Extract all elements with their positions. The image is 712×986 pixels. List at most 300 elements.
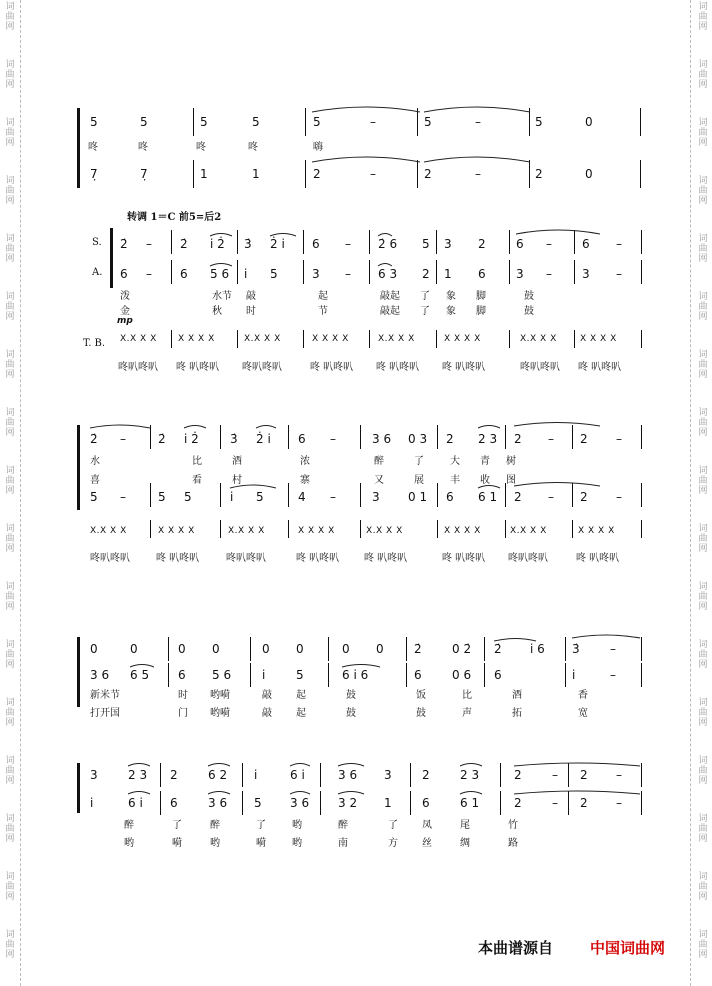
note: – (552, 796, 558, 810)
note: 0 3 (408, 432, 428, 446)
note: 6 i (290, 768, 305, 782)
lyric-word: 嗬 (256, 838, 266, 849)
note: 6 (516, 237, 524, 251)
rhythm-pattern: X X X X (444, 334, 481, 344)
lyric-word: 鼓 (524, 306, 534, 317)
lyric-word: 水 (90, 456, 100, 467)
note: 3 (372, 490, 380, 504)
note: – (616, 267, 622, 281)
lyric-word: 喜 (90, 475, 100, 486)
note: – (616, 432, 622, 446)
note: 2̇ (494, 642, 502, 656)
note: 0 (376, 642, 384, 656)
note: 2 (514, 432, 522, 446)
slur (256, 426, 276, 429)
lyric-word: 酒 (512, 690, 522, 701)
note: 0 6 (452, 668, 472, 682)
note: 4 (298, 490, 306, 504)
note: 2 (514, 796, 522, 810)
note: i (230, 490, 234, 504)
note: 5 (158, 490, 166, 504)
lyric-word: 大 (450, 456, 460, 467)
note: 3 6 (338, 768, 358, 782)
lyric-word: 咚 叭咚叭 (578, 362, 622, 373)
lyric-word: 门 (178, 708, 188, 719)
note: 6 (422, 796, 430, 810)
lyric-word: 时 (178, 690, 188, 701)
note: – (548, 432, 554, 446)
lyric-word: 嗬 (172, 838, 182, 849)
note: – (146, 267, 152, 281)
lyric-word: 咚 叭咚叭 (442, 553, 486, 564)
watermark-text: 词 曲 网 (5, 350, 15, 380)
lyric-word: 绸 (460, 838, 470, 849)
note: 5 (256, 490, 264, 504)
note: 0 (178, 642, 186, 656)
note: 3 (384, 768, 392, 782)
part-label-a: A. (92, 267, 103, 278)
note: 6 2 (208, 768, 228, 782)
slur (128, 764, 150, 767)
note: – (616, 490, 622, 504)
slur (516, 230, 600, 234)
lyric-word: 咚 叭咚叭 (376, 362, 420, 373)
lyric-word: 村 (232, 475, 242, 486)
lyric-word: 咚叭咚叭 (226, 553, 266, 564)
slur (378, 234, 392, 237)
lyric-word: 南 (338, 838, 348, 849)
note: 6 (298, 432, 306, 446)
lyric-word: 青 (480, 456, 490, 467)
footer-source-label: 本曲谱源自 (478, 939, 554, 957)
slur (210, 234, 232, 237)
slur (290, 764, 310, 767)
lyric-word: 咚叭咚叭 (520, 362, 560, 373)
lyric-word: 泼 (120, 291, 130, 302)
note: i 2̇ (210, 237, 225, 251)
lyric-word: 敲起 (380, 291, 400, 302)
note: 3 (312, 267, 320, 281)
note: 2̇ (414, 642, 422, 656)
slur (460, 792, 482, 795)
lyric-word: 敲 (262, 708, 272, 719)
lyric-word: 秋 (212, 306, 222, 317)
note: 1 (252, 167, 260, 181)
slur (338, 764, 364, 767)
slur (208, 764, 230, 767)
note: 2 3 (478, 432, 498, 446)
watermark-text: 词 曲 网 (698, 408, 708, 438)
note: 2 (446, 432, 454, 446)
note: – (552, 768, 558, 782)
note: 2̇ (90, 432, 98, 446)
note: 5 (184, 490, 192, 504)
note: i (262, 668, 266, 682)
note: 5 (422, 237, 430, 251)
slur (230, 485, 276, 488)
note: 2 (422, 768, 430, 782)
note: – (610, 668, 616, 682)
note: 2̇ 6 (378, 237, 398, 251)
note: 0 (262, 642, 270, 656)
note: 2 (478, 237, 486, 251)
note: 2 3 (128, 768, 148, 782)
note: 6 5 (130, 668, 150, 682)
lyric-word: 鼓 (416, 708, 426, 719)
watermark-text: 词 曲 网 (5, 814, 15, 844)
rhythm-pattern: X.X X X (244, 334, 281, 344)
lyric-word: 脚 (476, 306, 486, 317)
note: 2 (422, 267, 430, 281)
lyric-word: 了 (420, 306, 430, 317)
note: – (120, 432, 126, 446)
note: 3 (90, 768, 98, 782)
modulation-text: 转调 1＝C 前5=后2 (127, 212, 222, 223)
note: 0 (90, 642, 98, 656)
note: 3̇ (244, 237, 252, 251)
slur (290, 792, 310, 795)
lyric-word: 节 (318, 306, 328, 317)
lyric-word: 了 (388, 820, 398, 831)
lyric-word: 敲起 (380, 306, 400, 317)
lyric-word: 打开国 (90, 708, 120, 719)
note: 0 (585, 167, 593, 181)
note: 5 (270, 267, 278, 281)
lyric-word: 哟 (292, 820, 302, 831)
note: 6 1 (478, 490, 498, 504)
lyric-word: 宽 (578, 708, 588, 719)
lyric-word: 饭 (416, 690, 426, 701)
lyric-word: 起 (318, 291, 328, 302)
lyric-word: 了 (256, 820, 266, 831)
watermark-text: 词 曲 网 (698, 176, 708, 206)
lyric-word: 展 (414, 475, 424, 486)
slur (184, 426, 206, 429)
note: 2̇ (158, 432, 166, 446)
note: – (330, 432, 336, 446)
watermark-text: 词 曲 网 (698, 930, 708, 960)
lyric-word: 象 (446, 291, 456, 302)
note: 6 (494, 668, 502, 682)
slur (478, 486, 500, 489)
note: 5 (424, 115, 432, 129)
lyric-word: 咚 (138, 142, 148, 153)
watermark-text: 词 曲 网 (5, 930, 15, 960)
note: 2 (170, 768, 178, 782)
slur (424, 157, 530, 162)
watermark-text: 词 曲 网 (698, 814, 708, 844)
note: 2 (424, 167, 432, 181)
note: 0 (342, 642, 350, 656)
watermark-text: 词 曲 网 (5, 582, 15, 612)
note: 5 6 (210, 267, 230, 281)
lyric-word: 醉 (374, 456, 384, 467)
note: – (548, 490, 554, 504)
note: 3 (582, 267, 590, 281)
note: 6 (582, 237, 590, 251)
note: i (254, 768, 258, 782)
note: 0 (212, 642, 220, 656)
watermark-text: 词 曲 网 (5, 408, 15, 438)
slur (572, 635, 640, 638)
lyric-word: 咚 叭咚叭 (576, 553, 620, 564)
note: – (120, 490, 126, 504)
lyric-word: 象 (446, 306, 456, 317)
slur (270, 234, 296, 237)
note: 2̇ (180, 237, 188, 251)
note: – (616, 237, 622, 251)
slur (128, 792, 150, 795)
rhythm-pattern: X.X X X (120, 334, 157, 344)
watermark-text: 词 曲 网 (5, 756, 15, 786)
lyric-word: 咚 (248, 142, 258, 153)
rhythm-pattern: X X X X (178, 334, 215, 344)
note: – (475, 115, 481, 129)
lyric-word: 丝 (422, 838, 432, 849)
note: – (146, 237, 152, 251)
part-label-tb: T. B. (83, 338, 106, 349)
note: 5 (140, 115, 148, 129)
lyric-word: 看 (192, 475, 202, 486)
note: 6 (170, 796, 178, 810)
note: 2̇ i (270, 237, 285, 251)
watermark-text: 词 曲 网 (698, 582, 708, 612)
note: 6 (446, 490, 454, 504)
lyric-word: 咚叭咚叭 (242, 362, 282, 373)
lyric-word: 咚 叭咚叭 (364, 553, 408, 564)
note: i (244, 267, 248, 281)
lyric-word: 敲 (262, 690, 272, 701)
note: 5 (313, 115, 321, 129)
note: 0 2̇ (452, 642, 472, 656)
note: 6 i 6 (342, 668, 369, 682)
watermark-text: 词 曲 网 (5, 466, 15, 496)
note: 0 (585, 115, 593, 129)
rhythm-pattern: X.X X X (366, 526, 403, 536)
watermark-text: 词 曲 网 (5, 292, 15, 322)
lyric-word: 咚叭咚叭 (508, 553, 548, 564)
watermark-text: 词 曲 网 (698, 292, 708, 322)
note: 3 (516, 267, 524, 281)
watermark-text: 词 曲 网 (5, 524, 15, 554)
slur (210, 264, 232, 267)
watermark-text: 词 曲 网 (698, 466, 708, 496)
watermark-text: 词 曲 网 (698, 524, 708, 554)
note: – (546, 237, 552, 251)
watermark-text: 词 曲 网 (698, 118, 708, 148)
slur (90, 425, 150, 428)
rhythm-pattern: X.X X X (378, 334, 415, 344)
slur (514, 763, 640, 766)
lyric-word: 声 (462, 708, 472, 719)
note: 2 3 (460, 768, 480, 782)
lyric-word: 醉 (338, 820, 348, 831)
lyric-word: 丰 (450, 475, 460, 486)
note: 0 1 (408, 490, 428, 504)
part-label-s: S. (92, 237, 102, 248)
note: – (370, 115, 376, 129)
note: – (345, 237, 351, 251)
note: 5 6 (212, 668, 232, 682)
dynamic-mark: mp (117, 316, 133, 326)
note: 7̣ (90, 167, 98, 181)
watermark-text: 词 曲 网 (5, 60, 15, 90)
lyric-word: 路 (508, 838, 518, 849)
note: 5 (535, 115, 543, 129)
note: 5 (90, 490, 98, 504)
note: 6 (120, 267, 128, 281)
watermark-text: 词 曲 网 (698, 2, 708, 32)
lyric-word: 醉 (210, 820, 220, 831)
lyric-word: 收 (480, 475, 490, 486)
note: – (345, 267, 351, 281)
note: 6 (478, 267, 486, 281)
lyric-word: 方 (388, 838, 398, 849)
note: 3̇ (572, 642, 580, 656)
lyric-word: 香 (578, 690, 588, 701)
note: 1 (384, 796, 392, 810)
rhythm-pattern: X X X X (578, 526, 615, 536)
lyric-word: 醉 (124, 820, 134, 831)
lyric-word: 又 (374, 475, 384, 486)
slur (338, 792, 364, 795)
note: – (616, 796, 622, 810)
footer-site-link[interactable]: 中国词曲网 (590, 939, 666, 957)
note: 6 (178, 668, 186, 682)
lyric-word: 新米节 (90, 690, 120, 701)
note: 2 (580, 432, 588, 446)
note: 1 (444, 267, 452, 281)
lyric-word: 了 (414, 456, 424, 467)
note: 6 1 (460, 796, 480, 810)
lyric-word: 时 (246, 306, 256, 317)
note: 6 (180, 267, 188, 281)
rhythm-pattern: X X X X (580, 334, 617, 344)
lyric-word: 嗨 (313, 142, 323, 153)
note: 5 (200, 115, 208, 129)
rhythm-pattern: X X X X (312, 334, 349, 344)
note: 2 (580, 768, 588, 782)
note: 7̣ (140, 167, 148, 181)
rhythm-pattern: X X X X (444, 526, 481, 536)
watermark-text: 词 曲 网 (698, 698, 708, 728)
note: 3 6 (372, 432, 392, 446)
lyric-word: 鼓 (524, 291, 534, 302)
note: 3 2 (338, 796, 358, 810)
note: 3 6 (290, 796, 310, 810)
slur (424, 107, 530, 112)
note: i 2̇ (184, 432, 199, 446)
lyric-word: 咚 叭咚叭 (156, 553, 200, 564)
watermark-text: 词 曲 网 (5, 176, 15, 206)
note: 3̇ (230, 432, 238, 446)
lyric-word: 鼓 (346, 690, 356, 701)
lyric-word: 哟嗬 (210, 690, 230, 701)
note: 2 (514, 768, 522, 782)
note: 2 (313, 167, 321, 181)
lyric-word: 了 (420, 291, 430, 302)
slur (130, 665, 154, 668)
lyric-word: 酒 (232, 456, 242, 467)
note: 6 i (128, 796, 143, 810)
watermark-text: 词 曲 网 (698, 350, 708, 380)
lyric-word: 咚 叭咚叭 (176, 362, 220, 373)
lyric-word: 哟 (292, 838, 302, 849)
lyric-word: 鼓 (346, 708, 356, 719)
watermark-text: 词 曲 网 (5, 118, 15, 148)
lyric-word: 哟嗬 (210, 708, 230, 719)
rhythm-pattern: X.X X X (510, 526, 547, 536)
note: 6 3 (378, 267, 398, 281)
note: – (475, 167, 481, 181)
note: 5 (90, 115, 98, 129)
slur (342, 665, 380, 668)
note: 1 (200, 167, 208, 181)
watermark-text: 词 曲 网 (5, 872, 15, 902)
lyric-word: 哟 (210, 838, 220, 849)
lyric-word: 水节 (212, 291, 232, 302)
lyric-word: 金 (120, 306, 130, 317)
lyric-word: 竹 (508, 820, 518, 831)
rhythm-pattern: X X X X (298, 526, 335, 536)
note: – (610, 642, 616, 656)
note: – (616, 768, 622, 782)
note: 2 (580, 796, 588, 810)
slur (208, 792, 230, 795)
note: i (90, 796, 94, 810)
watermark-text: 词 曲 网 (5, 234, 15, 264)
slur (312, 107, 420, 112)
lyric-word: 凤 (422, 820, 432, 831)
watermark-text: 词 曲 网 (698, 60, 708, 90)
lyric-word: 起 (296, 690, 306, 701)
rhythm-pattern: X.X X X (228, 526, 265, 536)
note: 5 (252, 115, 260, 129)
note: 0 (130, 642, 138, 656)
lyric-word: 尾 (460, 820, 470, 831)
lyric-word: 图 (506, 475, 516, 486)
note: 2̇ i (256, 432, 271, 446)
lyric-word: 比 (462, 690, 472, 701)
lyric-word: 浓 (300, 456, 310, 467)
rhythm-pattern: X X X X (158, 526, 195, 536)
note: 3 6 (90, 668, 110, 682)
note: – (546, 267, 552, 281)
note: – (330, 490, 336, 504)
note: 5 (296, 668, 304, 682)
watermark-text: 词 曲 网 (698, 234, 708, 264)
lyric-word: 比 (192, 456, 202, 467)
lyric-word: 了 (172, 820, 182, 831)
lyric-word: 咚 叭咚叭 (310, 362, 354, 373)
lyric-word: 敲 (246, 291, 256, 302)
lyric-word: 脚 (476, 291, 486, 302)
slur (514, 423, 600, 427)
slur (460, 764, 482, 767)
watermark-text: 词 曲 网 (5, 640, 15, 670)
watermark-text: 词 曲 网 (5, 2, 15, 32)
watermark-text: 词 曲 网 (698, 756, 708, 786)
note: i (572, 668, 576, 682)
lyric-word: 咚叭咚叭 (118, 362, 158, 373)
watermark-text: 词 曲 网 (5, 698, 15, 728)
lyric-word: 哟 (124, 838, 134, 849)
watermark-text: 词 曲 网 (698, 640, 708, 670)
note: 6 (414, 668, 422, 682)
note: 3 6 (208, 796, 228, 810)
lyric-word: 起 (296, 708, 306, 719)
slur (514, 483, 600, 487)
